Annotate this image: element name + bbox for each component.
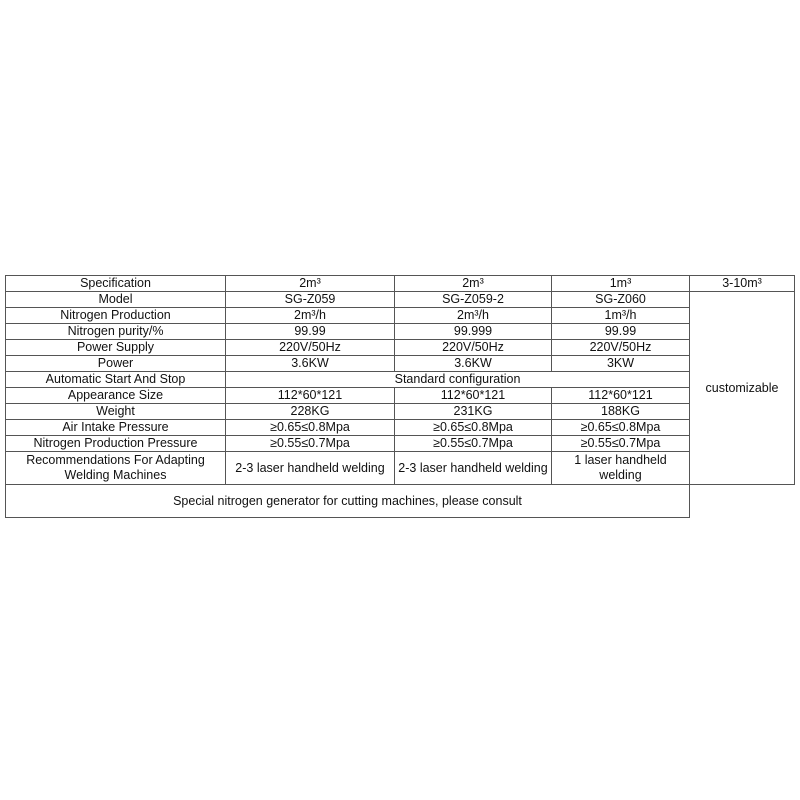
table-row (6, 420, 795, 436)
table-row (6, 452, 795, 485)
specification-table (5, 275, 795, 518)
row-label: Nitrogen Production (6, 308, 226, 324)
table-cell: ≥0.55≤0.7Mpa (395, 436, 552, 452)
table-cell: 2m³/h (395, 308, 552, 324)
table-cell: 228KG (226, 404, 395, 420)
table-cell: 220V/50Hz (395, 340, 552, 356)
table-cell: ≥0.55≤0.7Mpa (552, 436, 690, 452)
table-cell: SG-Z060 (552, 292, 690, 308)
merged-cell: Standard configuration (226, 372, 690, 388)
table-row (6, 372, 795, 388)
header-cell: 2m³ (226, 276, 395, 292)
row-label: Recommendations For Adapting Welding Machines (6, 452, 226, 485)
table-cell: 2-3 laser handheld welding (395, 452, 552, 485)
table-cell: 2-3 laser handheld welding (226, 452, 395, 485)
footer-note: Special nitrogen generator for cutting machines, please consult (6, 485, 690, 518)
table-row (6, 340, 795, 356)
table-cell: ≥0.65≤0.8Mpa (226, 420, 395, 436)
table-cell: ≥0.55≤0.7Mpa (226, 436, 395, 452)
table-cell: 99.99 (226, 324, 395, 340)
table-cell: 112*60*121 (552, 388, 690, 404)
table-cell: 99.999 (395, 324, 552, 340)
table-row (6, 324, 795, 340)
table-footer-row (6, 485, 795, 518)
row-label: Model (6, 292, 226, 308)
table-cell: 3.6KW (395, 356, 552, 372)
table-cell: 1m³/h (552, 308, 690, 324)
table-row (6, 404, 795, 420)
table-cell: 2m³/h (226, 308, 395, 324)
table-cell: 220V/50Hz (226, 340, 395, 356)
table-cell: 231KG (395, 404, 552, 420)
header-cell: 1m³ (552, 276, 690, 292)
table-row (6, 308, 795, 324)
row-label: Weight (6, 404, 226, 420)
table-cell: 3.6KW (226, 356, 395, 372)
header-cell: Specification (6, 276, 226, 292)
row-label: Appearance Size (6, 388, 226, 404)
row-label: Power Supply (6, 340, 226, 356)
header-cell: 2m³ (395, 276, 552, 292)
row-label: Air Intake Pressure (6, 420, 226, 436)
table-cell: 220V/50Hz (552, 340, 690, 356)
row-label: Nitrogen purity/% (6, 324, 226, 340)
table-row (6, 292, 795, 308)
customizable-cell: customizable (690, 292, 795, 485)
table-header-row (6, 276, 795, 292)
table-cell: ≥0.65≤0.8Mpa (395, 420, 552, 436)
table-row (6, 436, 795, 452)
table-cell: 112*60*121 (226, 388, 395, 404)
table-cell: 188KG (552, 404, 690, 420)
table-cell: 112*60*121 (395, 388, 552, 404)
table-cell: SG-Z059-2 (395, 292, 552, 308)
table-row (6, 388, 795, 404)
table-cell: SG-Z059 (226, 292, 395, 308)
table-cell: 3KW (552, 356, 690, 372)
table-cell: ≥0.65≤0.8Mpa (552, 420, 690, 436)
table-row (6, 356, 795, 372)
row-label: Power (6, 356, 226, 372)
table-cell: 99.99 (552, 324, 690, 340)
row-label: Nitrogen Production Pressure (6, 436, 226, 452)
row-label: Automatic Start And Stop (6, 372, 226, 388)
table-cell: 1 laser handheld welding (552, 452, 690, 485)
header-cell: 3-10m³ (690, 276, 795, 292)
